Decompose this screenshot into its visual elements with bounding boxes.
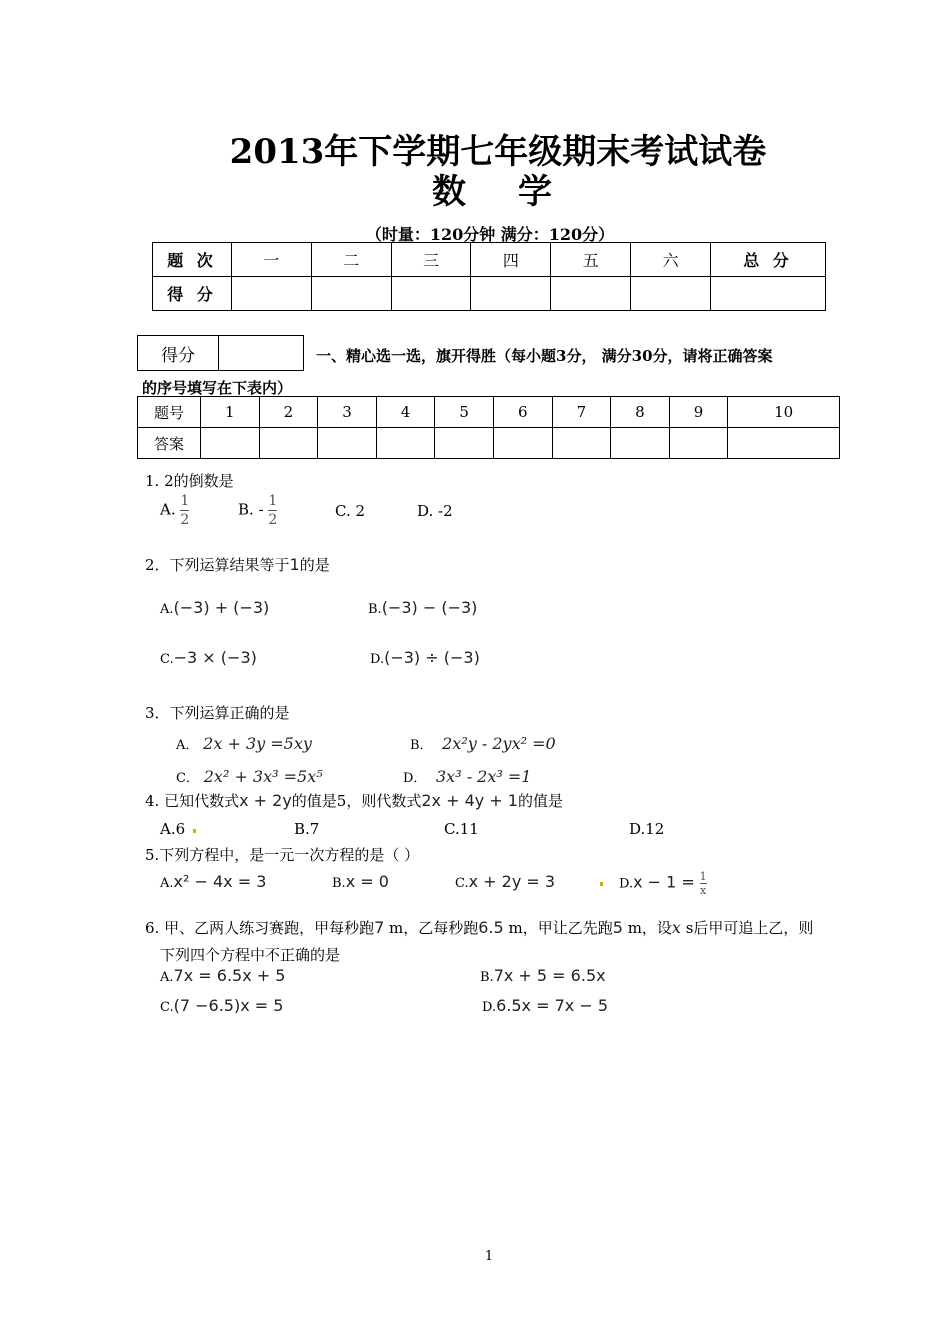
q5-option-b: B.x = 0 — [332, 872, 389, 891]
answer-number: 4 — [376, 397, 435, 428]
subject-char-1: 数 — [432, 172, 466, 212]
score-header-label: 题 次 — [153, 243, 232, 277]
question-2-text: 2．下列运算结果等于1的是 — [145, 555, 330, 574]
q5-option-d: D.x − 1 = $\frac{1}{x}$ — [619, 870, 707, 897]
q4-option-a: A.6 — [160, 820, 186, 838]
q4-option-c: C.11 — [444, 820, 479, 838]
q3-option-c: C． 2x² + 3x³ =5x⁵ — [176, 767, 323, 786]
decorative-dot — [600, 882, 603, 886]
question-6-text-cont: 下列四个方程中不正确的是 — [160, 946, 341, 964]
q1-option-b — [238, 492, 277, 529]
answer-cell[interactable] — [493, 428, 552, 459]
q1-option-c: C. 2 — [335, 502, 366, 520]
subject-title — [0, 164, 950, 213]
answer-label: 答案 — [138, 428, 201, 459]
q6-option-a: A.7x = 6.5x + 5 — [160, 966, 286, 985]
answer-cell[interactable] — [318, 428, 377, 459]
answer-number-row — [138, 397, 840, 428]
score-summary-table — [152, 242, 826, 311]
score-col-6: 六 — [631, 243, 711, 277]
score-cell[interactable] — [311, 277, 391, 311]
answer-number: 10 — [728, 397, 840, 428]
answer-cell[interactable] — [728, 428, 840, 459]
score-cell[interactable] — [711, 277, 826, 311]
score-cell[interactable] — [232, 277, 312, 311]
answer-number: 9 — [669, 397, 728, 428]
answer-cell[interactable] — [552, 428, 611, 459]
subject-char-2: 学 — [518, 172, 552, 212]
exam-title: 2013年下学期七年级期末考试试卷 — [229, 132, 767, 172]
question-3-text: 3．下列运算正确的是 — [145, 704, 290, 722]
q1-a-fraction: $\frac{1}{2}$ — [180, 493, 190, 528]
q2-option-d: D.(−3) ÷ (−3) — [370, 648, 480, 667]
score-cell[interactable] — [631, 277, 711, 311]
section-score-box — [137, 335, 304, 371]
q6-option-c: C.(7 −6.5)x = 5 — [160, 996, 284, 1015]
section1-heading-cont: 的序号填写在下表内） — [142, 379, 293, 397]
answer-number: 5 — [435, 397, 494, 428]
answer-cell[interactable] — [259, 428, 318, 459]
answer-number: 7 — [552, 397, 611, 428]
question-5-text: 5.下列方程中，是一元一次方程的是（ ） — [145, 846, 420, 864]
answer-number: 8 — [611, 397, 670, 428]
answer-cell[interactable] — [669, 428, 728, 459]
q2-option-b: B.(−3) − (−3) — [368, 598, 478, 617]
page-number: 1 — [484, 1249, 494, 1264]
answer-table — [137, 396, 840, 459]
score-col-1: 一 — [232, 243, 312, 277]
section-score-cell[interactable] — [219, 336, 304, 371]
question-1-text: 1. 2的倒数是 — [145, 472, 234, 490]
answer-cell[interactable] — [435, 428, 494, 459]
answer-cell[interactable] — [201, 428, 260, 459]
decorative-dot — [193, 829, 196, 833]
q1-option-d: D. -2 — [417, 502, 453, 520]
score-cell[interactable] — [551, 277, 631, 311]
section-score-label: 得分 — [138, 336, 219, 371]
q1-a-label: A. — [160, 500, 176, 519]
q1-b-fraction: $\frac{1}{2}$ — [268, 493, 278, 528]
q5-option-a: A.x² − 4x = 3 — [160, 872, 267, 891]
answer-number: 3 — [318, 397, 377, 428]
question-4-text: 4. 已知代数式x + 2y的值是5，则代数式2x + 4y + 1的值是 — [145, 791, 563, 810]
question-6-text: 6. 甲、乙两人练习赛跑，甲每秒跑7 m，乙每秒跑6.5 m，甲让乙先跑5 m，设x s后甲可追上乙，则 — [145, 918, 814, 937]
answer-cell[interactable] — [611, 428, 670, 459]
q3-option-a: A． 2x + 3y =5xy — [176, 734, 312, 753]
score-header-row — [153, 243, 826, 277]
answer-number-label: 题号 — [138, 397, 201, 428]
answer-number: 1 — [201, 397, 260, 428]
q3-option-b: B． 2x²y - 2yx² =0 — [410, 734, 556, 753]
score-value-row — [153, 277, 826, 311]
score-col-total: 总 分 — [711, 243, 826, 277]
section1-heading: 一、精心选一选，旗开得胜（每小题3分， 满分30分，请将正确答案 — [316, 347, 773, 365]
q1-b-label: B. - — [238, 500, 264, 519]
q6-option-d: D.6.5x = 7x − 5 — [482, 996, 608, 1015]
answer-row — [138, 428, 840, 459]
q2-option-c: C.−3 × (−3) — [160, 648, 257, 667]
score-col-4: 四 — [471, 243, 551, 277]
q1-option-a — [160, 492, 189, 529]
score-col-3: 三 — [391, 243, 471, 277]
time-and-score-info: （时量：120分钟 满分：120分） — [365, 225, 615, 244]
q3-option-d: D． 3x³ - 2x³ =1 — [403, 767, 532, 786]
score-cell[interactable] — [391, 277, 471, 311]
q5-option-c: C.x + 2y = 3 — [455, 872, 556, 891]
q2-option-a: A.(−3) + (−3) — [160, 598, 270, 617]
q5-d-fraction: $\frac{1}{x}$ — [699, 870, 707, 897]
answer-cell[interactable] — [376, 428, 435, 459]
q4-option-b: B.7 — [294, 820, 320, 838]
score-cell[interactable] — [471, 277, 551, 311]
score-col-5: 五 — [551, 243, 631, 277]
q6-option-b: B.7x + 5 = 6.5x — [480, 966, 606, 985]
answer-number: 6 — [493, 397, 552, 428]
score-col-2: 二 — [311, 243, 391, 277]
score-row-label: 得 分 — [153, 277, 232, 311]
q4-option-d: D.12 — [629, 820, 665, 838]
answer-number: 2 — [259, 397, 318, 428]
